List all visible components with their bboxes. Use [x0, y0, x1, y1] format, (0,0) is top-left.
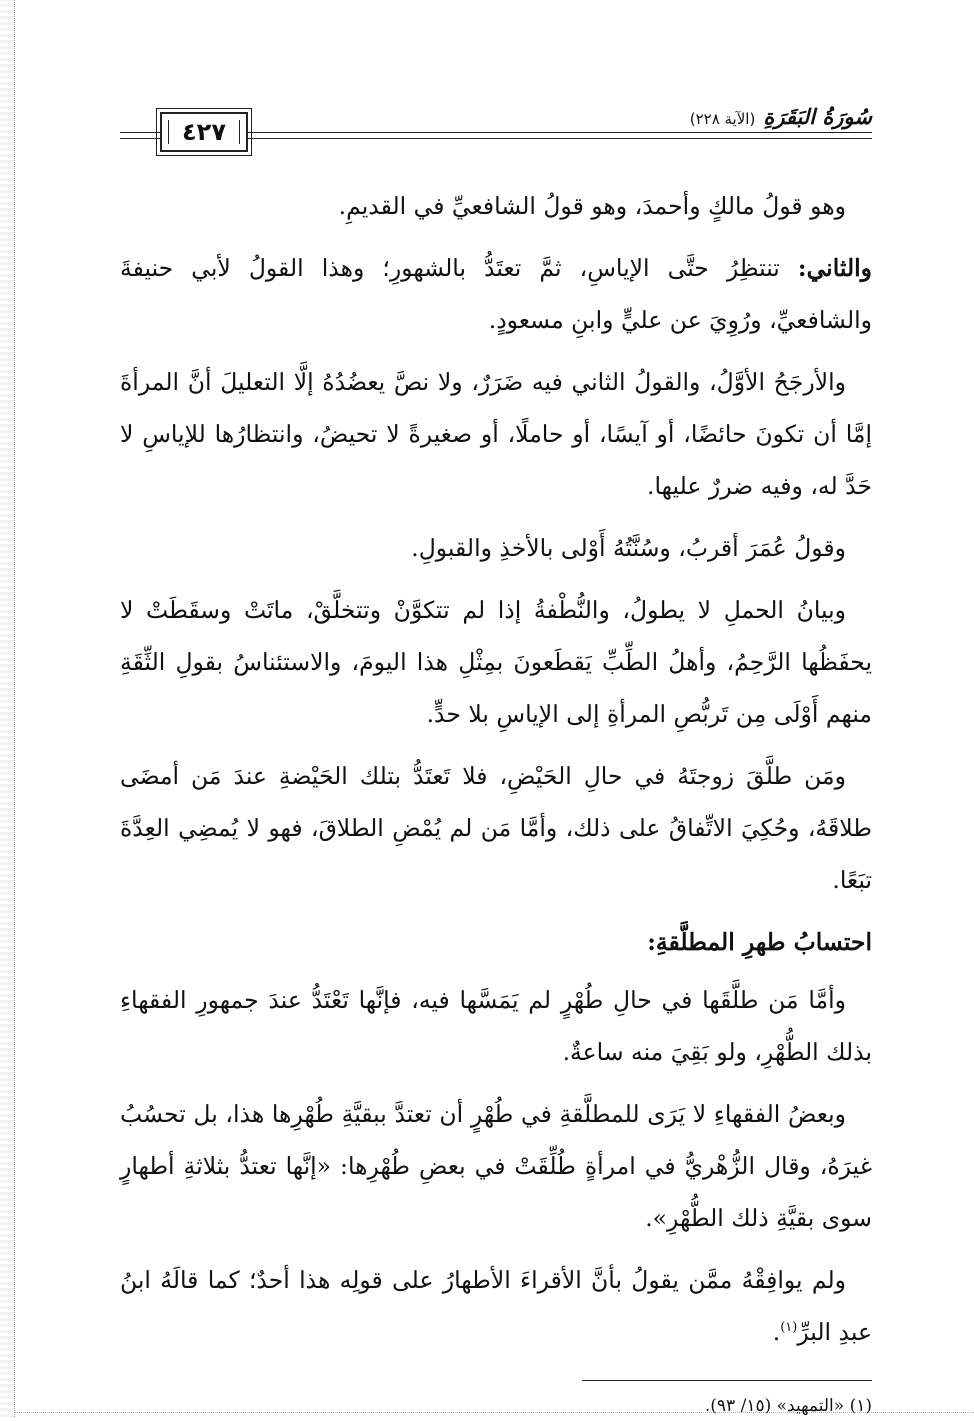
section-heading: احتسابُ طهرِ المطلَّقةِ:: [647, 928, 872, 956]
footnote-rule: [582, 1380, 872, 1381]
paragraph: [120, 242, 872, 346]
paragraph: [120, 522, 872, 574]
surah-name: سُورَةُ البَقَرَةِ: [763, 104, 872, 129]
page-header: [120, 104, 872, 158]
paragraph-text: وقولُ عُمَرَ أقربُ، وسُنَّتُهُ أَوْلى بالأخذِ والقبولِ.: [411, 534, 846, 562]
paragraph-text: ومَن طلَّقَ زوجتَهُ في حالِ الحَيْضِ، فلا تَعتَدُّ بتلك الحَيْضةِ عندَ مَن أمضَى طلاقَهُ، وحُكِيَ الاتِّفاقُ على ذلك، وأمَّا مَن لم يُمْضِ الطلاقَ، فهو لا يُمضِي العِدَّةَ تبَعًا.: [120, 762, 872, 894]
paragraph-text: ولم يوافِقْهُ ممَّن يقولُ بأنَّ الأقراءَ الأطهارُ على قولِه هذا أحدٌ؛ كما قالَهُ ابنُ عبدِ البرِّ: [120, 1266, 872, 1346]
footnote: (١) «التمهيد» (١٥/ ٩٣).: [704, 1396, 872, 1416]
paragraph-lead: والثاني:: [797, 254, 872, 282]
paragraph-text: تنتظِرُ حتَّى الإياسِ، ثمَّ تعتَدُّ بالشهورِ؛ وهذا القولُ لأبي حنيفةَ والشافعيِّ، ورُوِيَ عن عليٍّ وابنِ مسعودٍ.: [120, 254, 872, 334]
scan-edge: [0, 0, 15, 1417]
book-page: [120, 104, 872, 1421]
paragraph-text: والأرجَحُ الأوَّلُ، والقولُ الثاني فيه ضَرَرٌ، ولا نصَّ يعضُدُهُ إلَّا التعليلَ أنَّ المرأةَ إمَّا أن تكونَ حائضًا، أو آيسًا، أو حاملًا، أو صغيرةً لا تحيضُ، وانتظارُها للإياسِ لا حَدَّ له، وفيه ضررٌ عليها.: [120, 368, 872, 500]
paragraph: [120, 750, 872, 906]
paragraph-text: وبعضُ الفقهاءِ لا يَرَى للمطلَّقةِ في طُهْرٍ أن تعتدَّ ببقيَّةِ طُهْرِها هذا، بل تحسُبُ غيرَهُ، وقال الزُّهْريُّ في امرأةٍ طُلِّقَتْ في بعضِ طُهْرِها: «إنَّها تعتدُّ بثلاثةِ أطهارٍ سوى بقيَّةِ ذلك الطُّهْرِ».: [120, 1100, 872, 1232]
paragraph: [120, 356, 872, 512]
paragraph: [120, 180, 872, 232]
running-head: [682, 104, 872, 129]
paragraph: [120, 1254, 872, 1358]
paragraph-text: وهو قولُ مالكٍ وأحمدَ، وهو قولُ الشافعيِّ في القديمِ.: [338, 192, 846, 220]
paragraph-text: وأمَّا مَن طلَّقَها في حالِ طُهْرٍ لم يَمَسَّها فيه، فإنَّها تَعْتَدُّ عندَ جمهورِ الفقهاءِ بذلك الطُّهْرِ، ولو بَقِيَ منه ساعةٌ.: [120, 986, 872, 1066]
footnote-reference[interactable]: (١): [780, 1320, 798, 1336]
paragraph: [120, 1088, 872, 1244]
paragraph-text: وبيانُ الحملِ لا يطولُ، والنُّطْفةُ إذا لم تتكوَّنْ وتتخلَّقْ، ماتَتْ وسقَطَتْ لا يحفَظُها الرَّحِمُ، وأهلُ الطِّبِّ يَقطَعونَ بمِثْلِ هذا اليومَ، والاستئناسُ بقولِ الثِّقَةِ منهم أَوْلَى مِن تَربُّصِ المرأةِ إلى الإياسِ بلا حدٍّ.: [120, 596, 872, 728]
paragraph-text-end: .: [772, 1318, 781, 1346]
ayah-reference: (الآية ٢٢٨): [689, 110, 756, 128]
paragraph: [120, 974, 872, 1078]
page-number: ٤٢٧: [160, 112, 248, 152]
body-text: [120, 180, 872, 1358]
paragraph: [120, 584, 872, 740]
